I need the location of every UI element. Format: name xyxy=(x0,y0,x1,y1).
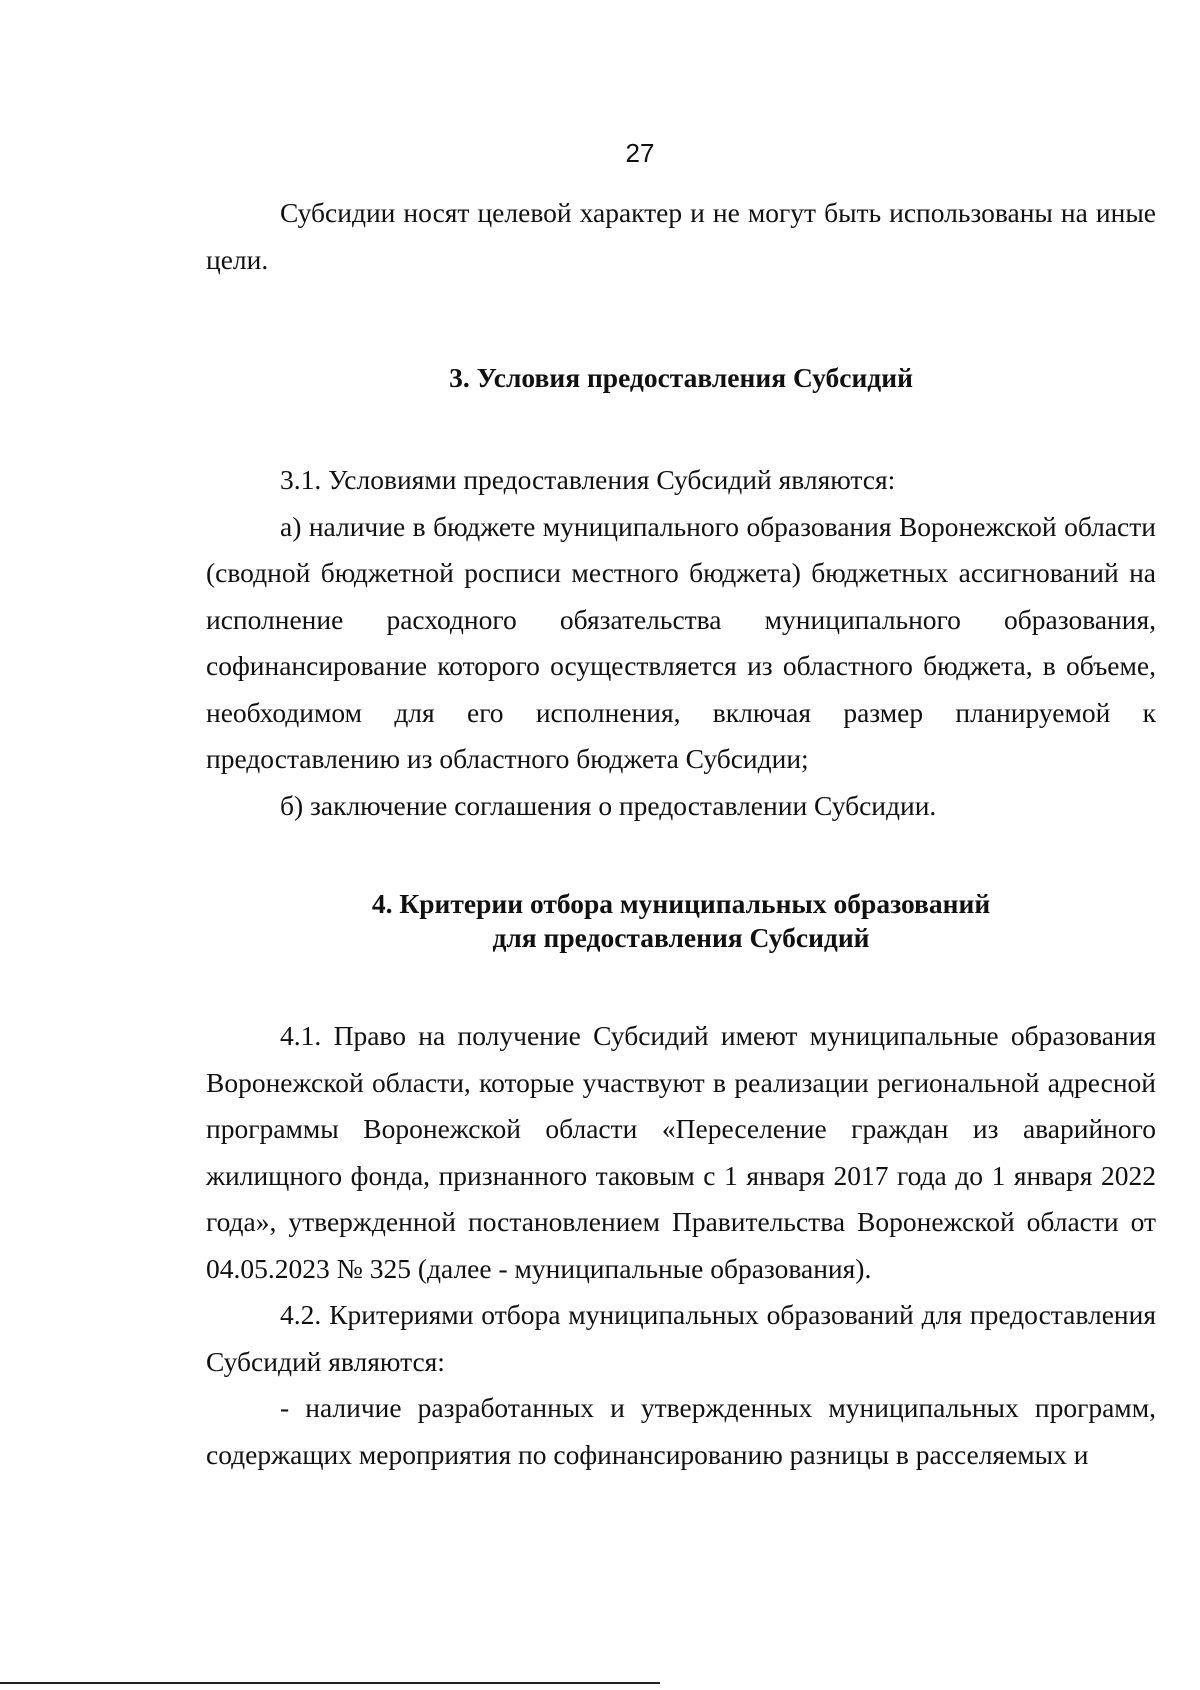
section-3-paragraph-2: а) наличие в бюджете муниципального образования Воронежской области (сводной бюджетной росписи местного бюджета) бюджетных ассигнований на исполнение расходного обязательства муниципального образования, софинансирование которого осуществляется из областного бюджета, в объеме, необходимом для его исполнения, включая размер планируемой к предоставлению из областного бюджета Субсидии; xyxy=(206,510,1156,774)
section-4-paragraph-2: 4.2. Критериями отбора муниципальных образований для предоставления Субсидий являются: xyxy=(206,1299,1156,1377)
bottom-edge-line xyxy=(0,1682,660,1684)
section-4-heading xyxy=(206,887,1156,955)
section-4-paragraph-3: - наличие разработанных и утвержденных муниципальных программ, содержащих мероприятия по софинансированию разницы в расселяемых и xyxy=(206,1392,1156,1470)
document-body xyxy=(206,190,1156,1478)
page-number: 27 xyxy=(625,138,655,168)
section-3-paragraph-1: 3.1. Условиями предоставления Субсидий являются: xyxy=(280,464,896,495)
section-4-paragraph-1: 4.1. Право на получение Субсидий имеют муниципальные образования Воронежской области, которые участвуют в реализации региональной адресной программы Воронежской области «Переселение граждан из аварийного жилищного фонда, признанного таковым с 1 января 2017 года до 1 января 2022 года», утвержденной постановлением Правительства Воронежской области от 04.05.2023 № 325 (далее - муниципальные образования). xyxy=(206,1020,1156,1284)
intro-paragraph: Субсидии носят целевой характер и не могут быть использованы на иные цели. xyxy=(206,197,1156,275)
section-4-heading-line-2: для предоставления Субсидий xyxy=(492,922,870,953)
section-3-paragraph-3: б) заключение соглашения о предоставлении Субсидии. xyxy=(280,789,937,821)
section-3-heading: 3. Условия предоставления Субсидий xyxy=(449,362,913,393)
section-4-heading-line-1: 4. Критерии отбора муниципальных образований xyxy=(371,888,991,919)
